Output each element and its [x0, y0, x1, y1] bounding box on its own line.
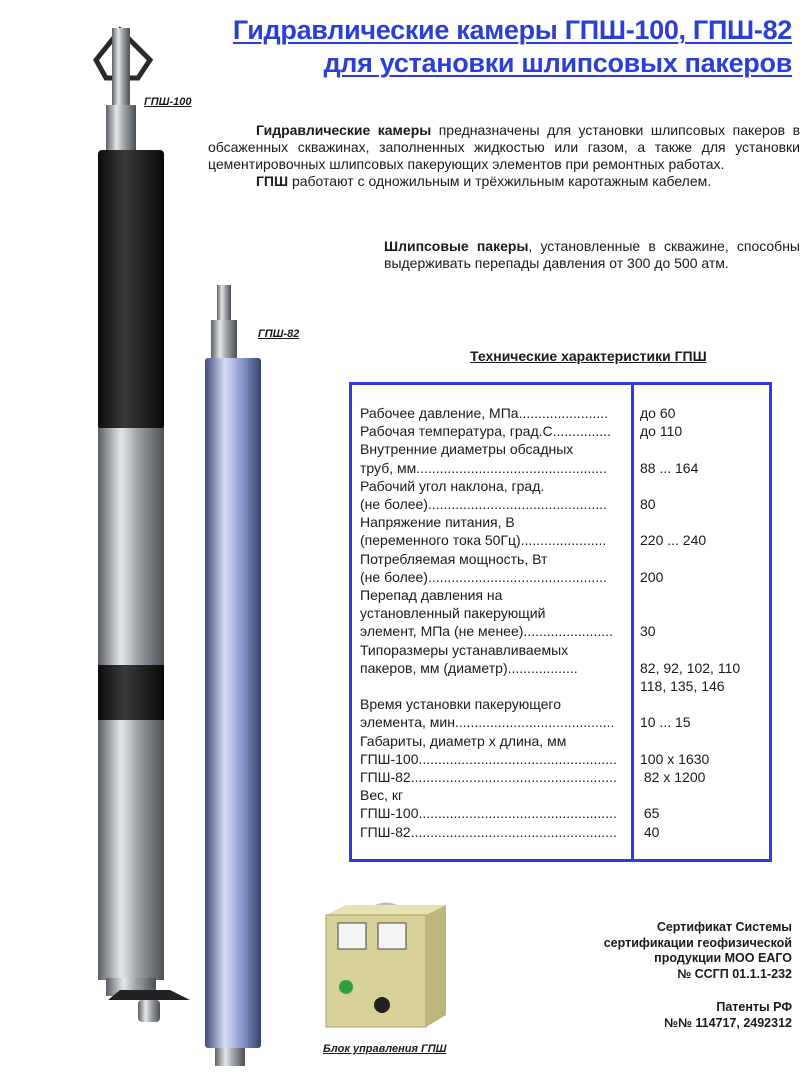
- intro-cable: работают с одножильным и трёхжильным каротажным кабелем.: [288, 173, 712, 189]
- intro-paragraph-1: [208, 122, 800, 173]
- tool82-body: [205, 358, 261, 1048]
- gpsh100-tool-image: [0, 0, 210, 1075]
- label-control-block: Блок управления ГПШ: [323, 1043, 447, 1055]
- cert-line-2: сертификации геофизической: [603, 935, 792, 950]
- tool100-body-lower: [98, 720, 164, 980]
- block-top: [326, 905, 446, 915]
- packers-text: [384, 238, 800, 272]
- knob-icon: [374, 997, 390, 1013]
- spec-heading: Технические характеристики ГПШ: [470, 348, 707, 364]
- cert-line-4: № ССГП 01.1.1-232: [677, 966, 792, 981]
- tool100-rubber-lower: [98, 665, 164, 720]
- tool100-neck: [106, 105, 136, 155]
- cert-line-3: продукции МОО ЕАГО: [654, 951, 792, 965]
- label-gpsh82: ГПШ-82: [258, 328, 300, 340]
- intro-term: Гидравлические камеры: [256, 122, 432, 138]
- patents-line-1: Патенты РФ: [716, 1000, 792, 1014]
- spec-values: до 60 до 110 88 ... 164 80 220 ... 240 200 30 82, 92, 102, 110 118, 135, 146 10 ... 15 100 х 1630 82 х 1200 65 40: [640, 405, 741, 840]
- title-line-2: для установки шлипсовых пакеров: [323, 48, 792, 78]
- patents-block: [532, 1000, 792, 1031]
- tool100-foot: [108, 990, 190, 1000]
- tool100-collar: [98, 428, 164, 470]
- intro-desc: предназначены для установки шлипсовых пакеров в обсаженных скважинах, заполненных жидкостью или газом, а также для установки цементировочных шлипсовых пакерующих элементов при ремонтных работах.: [208, 122, 801, 172]
- intro-text: [208, 122, 800, 190]
- certificate-block: [532, 920, 792, 982]
- packers-term: Шлипсовые пакеры: [384, 238, 529, 254]
- intro-term-2: ГПШ: [256, 173, 289, 189]
- switch-icon: [339, 980, 353, 994]
- patents-line-2: №№ 114717, 2492312: [664, 1015, 792, 1030]
- page-title: [172, 14, 792, 80]
- tool82-bottom: [215, 1048, 245, 1066]
- tool100-body-upper: [98, 470, 164, 665]
- tool100-tip: [138, 1000, 160, 1022]
- meter-left-icon: [338, 923, 366, 949]
- tool100-rubber-upper: [98, 150, 164, 430]
- cert-line-1: Сертификат Системы: [656, 920, 792, 934]
- tool100-top-rod: [112, 28, 130, 108]
- meter-right-icon: [378, 923, 406, 949]
- tool82-neck: [211, 320, 237, 360]
- block-side: [426, 905, 446, 1027]
- label-gpsh100: ГПШ-100: [144, 96, 192, 108]
- packers-desc: , установленные в скважине, способны выдерживать перепады давления от 300 до 500 атм.: [384, 238, 800, 271]
- title-line-1: Гидравлические камеры ГПШ-100, ГПШ-82: [232, 15, 792, 45]
- gpsh82-tool-image: [195, 280, 305, 1075]
- spec-labels: Рабочее давление, МПа....................... Рабочая температура, град.С............... Внутренние диаметры обсадных труб, мм................................................. Рабочий угол наклона, град. (не более).............................................. Напряжение питания, В (переменного тока 50Гц)...................... Потребляемая мощность, Вт (не более).............................................. Перепад давления на установленный пакерующий элемент, МПа (не менее)....................... Типоразмеры устанавливаемых пакеров, мм (диаметр).................. Время установки пакерующего элемента, мин......................................... Габариты, диаметр х длина, мм ГПШ-100................................................... ГПШ-82..................................................... Вес, кг ГПШ-100................................................... ГПШ-82.....................................................: [360, 405, 617, 840]
- intro-paragraph-2: [208, 173, 800, 190]
- control-block-image: [316, 895, 456, 1035]
